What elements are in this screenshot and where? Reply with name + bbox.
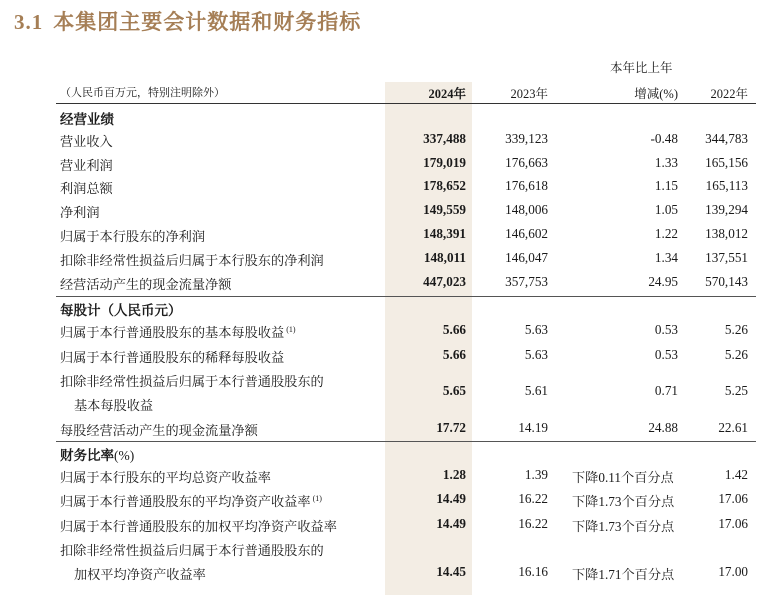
row-label: 营业收入: [60, 134, 113, 149]
header-2023: 2023年: [510, 87, 548, 101]
value-change: 1.33: [654, 155, 678, 170]
value-2022: 5.26: [724, 322, 748, 337]
value-2024: 5.66: [442, 347, 466, 362]
table-row: [0, 491, 771, 513]
value-change: 0.53: [654, 322, 678, 337]
table-row: [0, 202, 771, 224]
value-2024: 17.72: [436, 420, 466, 435]
value-2022: 570,143: [705, 274, 748, 289]
value-change: 24.88: [648, 420, 678, 435]
value-change: 0.71: [654, 383, 678, 398]
row-label: 归属于本行股东的平均总资产收益率: [60, 470, 271, 485]
value-2022: 165,113: [705, 178, 748, 193]
value-2023: 16.16: [518, 564, 548, 579]
value-2023: 148,006: [505, 202, 548, 217]
value-2024: 148,391: [423, 226, 466, 241]
row-label: 净利润: [60, 205, 100, 220]
value-2024: 5.65: [442, 383, 466, 398]
value-change: 1.05: [654, 202, 678, 217]
value-2022: 5.26: [724, 347, 748, 362]
value-2022: 344,783: [705, 131, 748, 146]
value-2024: 179,019: [423, 155, 466, 170]
section-title-per-share: 每股计（人民币元）: [60, 303, 182, 318]
header-unit-note: （人民币百万元，特别注明除外）: [60, 87, 225, 99]
section-rule: [56, 441, 756, 442]
table-row: [0, 467, 771, 489]
value-2024: 5.66: [442, 322, 466, 337]
row-label: 归属于本行普通股股东的加权平均净资产收益率: [60, 519, 337, 534]
value-2024: 14.49: [436, 516, 466, 531]
value-2023: 176,663: [505, 155, 548, 170]
header-2022: 2022年: [710, 87, 748, 101]
row-label-continued: 基本每股收益: [74, 398, 154, 413]
value-2023: 146,047: [505, 250, 548, 265]
value-2022: 17.00: [718, 564, 748, 579]
value-2024: 178,652: [423, 178, 466, 193]
value-change: 下降1.71个百分点: [572, 567, 675, 582]
value-2023: 1.39: [524, 467, 548, 482]
value-2023: 5.63: [524, 347, 548, 362]
table-row: [0, 250, 771, 272]
table-row: [0, 420, 771, 442]
value-change: 1.34: [654, 250, 678, 265]
section-title-unit: (%): [114, 448, 135, 463]
value-2023: 357,753: [505, 274, 548, 289]
section-title-ratios: 财务比率(%): [60, 448, 135, 463]
value-2024: 14.45: [436, 564, 466, 579]
table-row: [0, 540, 771, 588]
value-2022: 17.06: [718, 516, 748, 531]
row-label: 利润总额: [60, 181, 113, 196]
value-change: -0.48: [650, 131, 678, 146]
value-change: 下降1.73个百分点: [572, 519, 675, 534]
section-title: 本集团主要会计数据和财务指标: [53, 10, 362, 34]
section-title-operating: 经营业绩: [60, 112, 114, 127]
value-2023: 146,602: [505, 226, 548, 241]
header-2024: 2024年: [428, 87, 466, 101]
table-row: [0, 347, 771, 369]
value-2024: 148,011: [423, 250, 466, 265]
value-2022: 138,012: [705, 226, 748, 241]
header-change-top: 本年比上年: [610, 61, 673, 75]
table-row: [0, 131, 771, 153]
value-2023: 16.22: [518, 516, 548, 531]
table-row: [0, 516, 771, 538]
table-row: [0, 155, 771, 177]
row-label: 扣除非经常性损益后归属于本行普通股股东的: [60, 374, 324, 389]
value-change: 0.53: [654, 347, 678, 362]
value-2024: 1.28: [442, 467, 466, 482]
value-2022: 165,156: [705, 155, 748, 170]
footnote-mark: (1): [312, 494, 322, 503]
header-rule: [56, 103, 756, 104]
value-2022: 139,294: [705, 202, 748, 217]
value-2022: 1.42: [724, 467, 748, 482]
value-2023: 176,618: [505, 178, 548, 193]
value-2023: 5.61: [524, 383, 548, 398]
table-row: [0, 178, 771, 200]
row-label: 营业利润: [60, 158, 113, 173]
value-2024: 447,023: [423, 274, 466, 289]
value-2024: 149,559: [423, 202, 466, 217]
row-label: 归属于本行普通股股东的稀释每股收益: [60, 350, 285, 365]
row-label: 扣除非经常性损益后归属于本行普通股股东的: [60, 543, 324, 558]
footnote-mark: (1): [286, 325, 296, 334]
value-2024: 337,488: [423, 131, 466, 146]
table-row: [0, 274, 771, 296]
value-change: 下降1.73个百分点: [572, 494, 675, 509]
value-2022: 17.06: [718, 491, 748, 506]
value-2022: 137,551: [705, 250, 748, 265]
section-number: 3.1: [14, 10, 44, 34]
section-rule: [56, 296, 756, 297]
table-row: [0, 371, 771, 417]
value-2023: 14.19: [518, 420, 548, 435]
header-change: 增减(%): [634, 87, 678, 101]
row-label-continued: 加权平均净资产收益率: [74, 567, 206, 582]
value-2022: 22.61: [718, 420, 748, 435]
value-2023: 339,123: [505, 131, 548, 146]
row-label: 每股经营活动产生的现金流量净额: [60, 423, 258, 438]
row-label: 归属于本行普通股股东的平均净资产收益率 $^{(1)}$: [60, 494, 322, 509]
value-change: 1.15: [654, 178, 678, 193]
row-label: 归属于本行股东的净利润: [60, 229, 206, 244]
value-change: 下降0.11个百分点: [572, 470, 674, 485]
value-2022: 5.25: [724, 383, 748, 398]
page-title: [14, 6, 361, 36]
value-2024: 14.49: [436, 491, 466, 506]
value-2023: 5.63: [524, 322, 548, 337]
row-label: 经营活动产生的现金流量净额: [60, 277, 232, 292]
row-label: 归属于本行普通股股东的基本每股收益 $^{(1)}$: [60, 325, 296, 340]
table-row: [0, 322, 771, 344]
value-change: 1.22: [654, 226, 678, 241]
value-2023: 16.22: [518, 491, 548, 506]
value-change: 24.95: [648, 274, 678, 289]
row-label: 扣除非经常性损益后归属于本行股东的净利润: [60, 253, 324, 268]
table-row: [0, 226, 771, 248]
